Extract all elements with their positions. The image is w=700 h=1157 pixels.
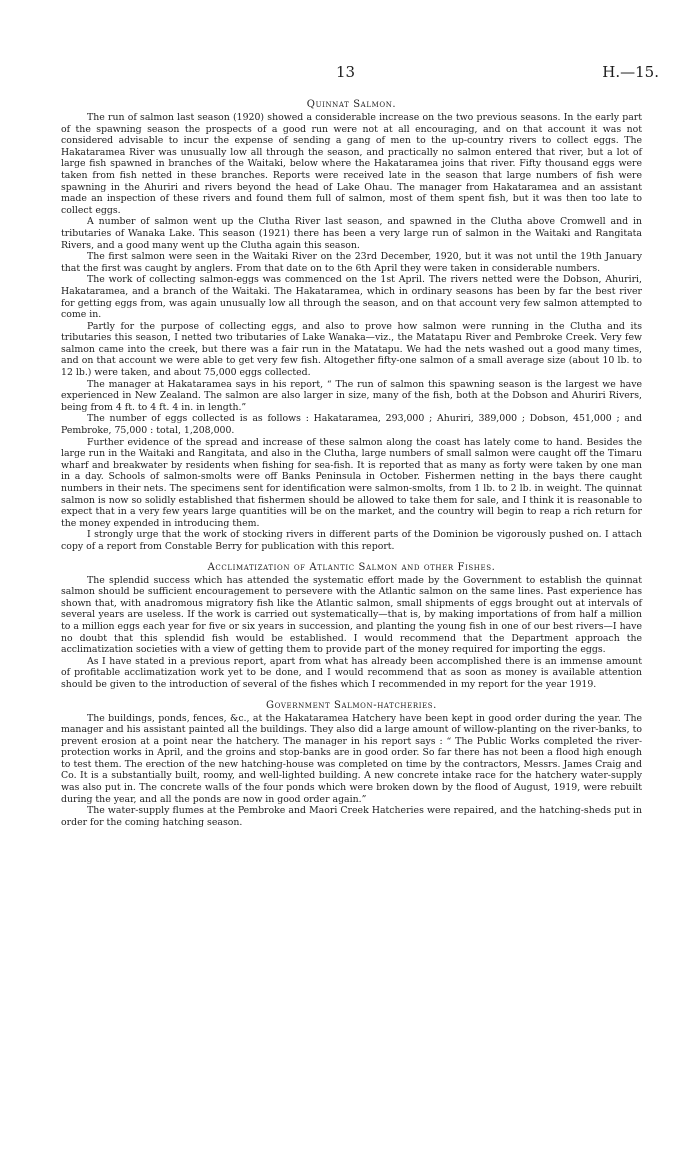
paragraph: The manager at Hakataramea says in his report, “ The run of salmon this spawning season is the largest we have experienced in New Zealand. The salmon are also larger in size, many of the fish, both at the Dobson and Ahuriri Rivers, being from 4 ft. to 4 ft. 4 in. in length.” [61, 378, 642, 413]
paragraph: As I have stated in a previous report, apart from what has already been accomplished there is an immense amount of profitable acclimatization work yet to be done, and I would recommend that as soon as money is available attention should be given to the introduction of several of the fishes which I recommended in my report for the year 1919. [61, 655, 642, 690]
paragraph: The splendid success which has attended the systematic effort made by the Government to establish the quinnat salmon should be sufficient encouragement to persevere with the Atlantic salmon on the same lines. Past experience has shown that, with anadromous migratory fish like the Atlantic salmon, small shipments of eggs brought out at intervals of several years are useless. If the work is carried out systematically—that is, by making importations of from half a million to a million eggs each year for five or six years in succession, and planting the young fish in one of our best rivers—I have no doubt that this splendid fish would be established. I would recommend that the Department approach the acclimatization societies with a view of getting them to provide part of the money required for importing the eggs. [61, 574, 642, 656]
paragraph: The run of salmon last season (1920) showed a considerable increase on the two previous seasons. In the early part of the spawning season the prospects of a good run were not at all encouraging, and on that account it was not considered advisable to incur the expense of sending a gang of men to the up-country rivers to collect eggs. The Hakataramea River was unusually low all through the season, and practically no salmon entered that river, but a lot of large fish spawned in branches of the Waitaki, below where the Hakataramea joins that river. Fifty thousand eggs were taken from fish netted in these branches. Reports were received late in the season that large numbers of fish were spawning in the Ahuriri and rivers beyond the head of Lake Ohau. The manager from Hakataramea and an assistant made an inspection of these rivers and found them full of salmon, most of them spent fish, but it was then too late to collect eggs. [61, 112, 642, 216]
page-body [61, 99, 642, 828]
paragraph: The work of collecting salmon-eggs was commenced on the 1st April. The rivers netted were the Dobson, Ahuriri, Hakataramea, and a branch of the Waitaki. The Hakataramea, which in ordinary seasons has been by far the best river for getting eggs from, was again unusually low all through the season, and on that account very few salmon attempted to come in. [61, 274, 642, 321]
section-heading: Government Salmon-hatcheries. [266, 699, 437, 711]
section-atlantic-salmon [61, 562, 642, 691]
paragraph: I strongly urge that the work of stocking rivers in different parts of the Dominion be vigorously pushed on. I attach copy of a report from Constable Berry for publication with this report. [61, 529, 642, 552]
paragraph: Partly for the purpose of collecting eggs, and also to prove how salmon were running in the Clutha and its tributaries this season, I netted two tributaries of Lake Wanaka—viz., the Matatapu River and Pembroke Creek. Very few salmon came into the creek, but there was a fair run in the Matatapu. We had the nets washed out a good many times, and on that account we were able to get very few fish. Altogether fifty-one salmon of a small average size (about 10 lb. to 12 lb.) were taken, and about 75,000 eggs collected. [61, 320, 642, 379]
paragraph: The water-supply flumes at the Pembroke and Maori Creek Hatcheries were repaired, and the hatching-sheds put in order for the coming hatching season. [61, 805, 642, 828]
section-heading: Quinnat Salmon. [306, 99, 397, 110]
section-quinnat-salmon [61, 99, 642, 553]
paragraph: A number of salmon went up the Clutha River last season, and spawned in the Clutha above Cromwell and in tributaries of Wanaka Lake. This season (1921) there has been a very large run of salmon in the Waitaki and Rangitata Rivers, and a good many went up the Clutha again this season. [61, 216, 642, 251]
paragraph: The buildings, ponds, fences, &c., at the Hakataramea Hatchery have been kept in good order during the year. The manager and his assistant painted all the buildings. They also did a large amount of willow-planting on the river-banks, to prevent erosion at a point near the hatchery. The manager in his report says : “ The Public Works completed the river-protection works in April, and the groins and stop-banks are in good order. So far there has not been a flood high enough to test them. The erection of the new hatching-house was completed on time by the contractors, Messrs. James Craig and Co. It is a substantially built, roomy, and well-lighted building. A new concrete intake race for the hatchery water-supply was also put in. The concrete walls of the four ponds which were broken down by the flood of August, 1919, were rebuilt during the year, and all the ponds are now in good order again.” [61, 712, 642, 805]
section-salmon-hatcheries [61, 700, 642, 829]
paragraph: Further evidence of the spread and increase of these salmon along the coast has lately come to hand. Besides the large run in the Waitaki and Rangitata, and also in the Clutha, large numbers of small salmon were caught off the Timaru wharf and breakwater by residents when fishing for sea-fish. It is reported that as many as forty were taken by one man in a day. Schools of salmon-smolts were off Banks Peninsula in October. Fishermen netting in the bays there caught numbers in their nets. The specimens sent for identification were salmon-smolts, from 1 lb. to 2 lb. in weight. The quinnat salmon is now so solidly established that fishermen should be allowed to take them for sale, and I think it is reasonable to expect that in a very few years large quantities will be on the market, and the country will begin to reap a rich return for the money expended in introducing them. [61, 436, 642, 529]
paragraph: The number of eggs collected is as follows : Hakataramea, 293,000 ; Ahuriri, 389,000 ; Dobson, 451,000 ; and Pembroke, 75,000 : total, 1,208,000. [61, 413, 642, 437]
page-header [0, 63, 700, 83]
paragraph: The first salmon were seen in the Waitaki River on the 23rd December, 1920, but it was not until the 19th January that the first was caught by anglers. From that date on to the 6th April they were taken in considerable numbers. [61, 251, 642, 274]
page-number: 13 [336, 63, 356, 81]
section-heading: Acclimatization of Atlantic Salmon and other Fishes. [207, 561, 496, 573]
document-reference: H.—15. [602, 63, 659, 81]
